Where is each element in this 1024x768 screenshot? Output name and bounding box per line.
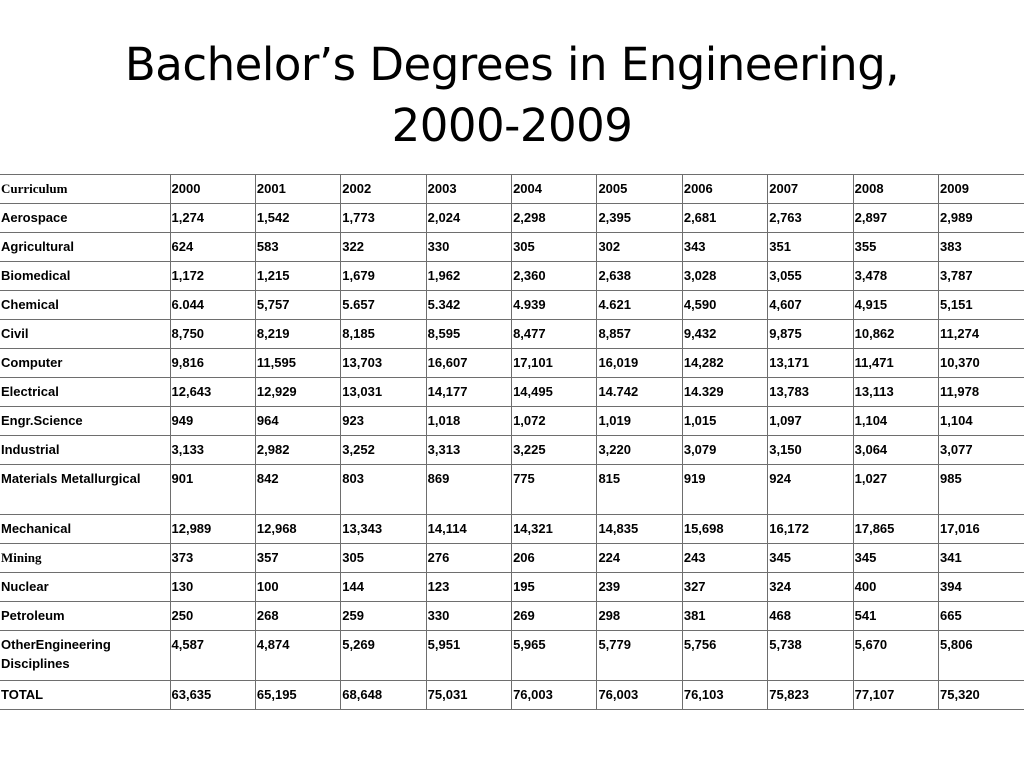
value-cell: 5,757: [255, 291, 340, 320]
row-label-cell: Petroleum: [0, 602, 170, 631]
row-label-cell: Chemical: [0, 291, 170, 320]
table-row: [0, 320, 1024, 349]
value-cell: 5,951: [426, 631, 511, 681]
value-cell: 4,915: [853, 291, 938, 320]
header-cell-year: 2006: [682, 175, 767, 204]
value-cell: 268: [255, 602, 340, 631]
value-cell: 6.044: [170, 291, 255, 320]
value-cell: 2,989: [939, 204, 1024, 233]
value-cell: 4,587: [170, 631, 255, 681]
value-cell: 4,590: [682, 291, 767, 320]
value-cell: 298: [597, 602, 682, 631]
value-cell: 1,962: [426, 262, 511, 291]
value-cell: 16,019: [597, 349, 682, 378]
value-cell: 1,015: [682, 407, 767, 436]
table-row: [0, 204, 1024, 233]
value-cell: 12,929: [255, 378, 340, 407]
value-cell: 1,027: [853, 465, 938, 515]
value-cell: 327: [682, 573, 767, 602]
value-cell: 924: [768, 465, 853, 515]
value-cell: 5,738: [768, 631, 853, 681]
value-cell: 4,607: [768, 291, 853, 320]
header-cell-curriculum: Curriculum: [0, 175, 170, 204]
table-row: [0, 378, 1024, 407]
value-cell: 2,638: [597, 262, 682, 291]
value-cell: 13,113: [853, 378, 938, 407]
value-cell: 224: [597, 544, 682, 573]
value-cell: 12,989: [170, 515, 255, 544]
table-row: [0, 349, 1024, 378]
value-cell: 144: [341, 573, 426, 602]
table-row: [0, 262, 1024, 291]
value-cell: 2,024: [426, 204, 511, 233]
degrees-table-body: [0, 175, 1024, 710]
value-cell: 345: [768, 544, 853, 573]
row-label-cell: Materials Metallurgical: [0, 465, 170, 515]
value-cell: 302: [597, 233, 682, 262]
value-cell: 324: [768, 573, 853, 602]
value-cell: 1,104: [853, 407, 938, 436]
value-cell: 869: [426, 465, 511, 515]
value-cell: 239: [597, 573, 682, 602]
value-cell: 3,064: [853, 436, 938, 465]
table-row: [0, 233, 1024, 262]
value-cell: 2,897: [853, 204, 938, 233]
value-cell: 1,215: [255, 262, 340, 291]
value-cell: 3,150: [768, 436, 853, 465]
slide-title: [0, 34, 1024, 156]
value-cell: 400: [853, 573, 938, 602]
row-label-cell: Nuclear: [0, 573, 170, 602]
value-cell: 100: [255, 573, 340, 602]
value-cell: 8,477: [512, 320, 597, 349]
table-header-row: [0, 175, 1024, 204]
value-cell: 1,542: [255, 204, 340, 233]
value-cell: 11,274: [939, 320, 1024, 349]
value-cell: 1,019: [597, 407, 682, 436]
row-label-cell: Biomedical: [0, 262, 170, 291]
value-cell: 383: [939, 233, 1024, 262]
row-label-cell: Aerospace: [0, 204, 170, 233]
value-cell: 123: [426, 573, 511, 602]
value-cell: 345: [853, 544, 938, 573]
value-cell: 16,607: [426, 349, 511, 378]
row-label-cell: Industrial: [0, 436, 170, 465]
row-label-cell: Mechanical: [0, 515, 170, 544]
header-cell-year: 2000: [170, 175, 255, 204]
header-cell-year: 2007: [768, 175, 853, 204]
header-cell-year: 2005: [597, 175, 682, 204]
value-cell: 8,857: [597, 320, 682, 349]
value-cell: 2,681: [682, 204, 767, 233]
value-cell: 5.657: [341, 291, 426, 320]
value-cell: 5,151: [939, 291, 1024, 320]
value-cell: 2,298: [512, 204, 597, 233]
value-cell: 949: [170, 407, 255, 436]
value-cell: 76,003: [597, 681, 682, 710]
value-cell: 985: [939, 465, 1024, 515]
value-cell: 195: [512, 573, 597, 602]
value-cell: 14,835: [597, 515, 682, 544]
table-row: [0, 407, 1024, 436]
value-cell: 16,172: [768, 515, 853, 544]
table-row: [0, 631, 1024, 681]
value-cell: 250: [170, 602, 255, 631]
value-cell: 8,750: [170, 320, 255, 349]
value-cell: 468: [768, 602, 853, 631]
value-cell: 624: [170, 233, 255, 262]
value-cell: 815: [597, 465, 682, 515]
value-cell: 9,432: [682, 320, 767, 349]
value-cell: 322: [341, 233, 426, 262]
value-cell: 3,220: [597, 436, 682, 465]
value-cell: 5,756: [682, 631, 767, 681]
value-cell: 3,133: [170, 436, 255, 465]
value-cell: 15,698: [682, 515, 767, 544]
value-cell: 1,097: [768, 407, 853, 436]
value-cell: 373: [170, 544, 255, 573]
row-label-cell: Computer: [0, 349, 170, 378]
value-cell: 11,978: [939, 378, 1024, 407]
value-cell: 8,185: [341, 320, 426, 349]
value-cell: 919: [682, 465, 767, 515]
value-cell: 75,823: [768, 681, 853, 710]
value-cell: 5,269: [341, 631, 426, 681]
value-cell: 305: [512, 233, 597, 262]
table-row: [0, 573, 1024, 602]
row-label-cell: TOTAL: [0, 681, 170, 710]
value-cell: 259: [341, 602, 426, 631]
row-label-cell: Agricultural: [0, 233, 170, 262]
value-cell: 1,018: [426, 407, 511, 436]
value-cell: 14.329: [682, 378, 767, 407]
value-cell: 17,865: [853, 515, 938, 544]
value-cell: 357: [255, 544, 340, 573]
value-cell: 330: [426, 233, 511, 262]
value-cell: 75,320: [939, 681, 1024, 710]
table-row: [0, 291, 1024, 320]
value-cell: 12,643: [170, 378, 255, 407]
value-cell: 3,028: [682, 262, 767, 291]
value-cell: 1,172: [170, 262, 255, 291]
header-cell-year: 2004: [512, 175, 597, 204]
slide-title-line-1: Bachelor’s Degrees in Engineering,: [124, 38, 900, 91]
table-row: [0, 436, 1024, 465]
value-cell: 3,478: [853, 262, 938, 291]
value-cell: 341: [939, 544, 1024, 573]
value-cell: 3,077: [939, 436, 1024, 465]
value-cell: 9,875: [768, 320, 853, 349]
value-cell: 3,055: [768, 262, 853, 291]
value-cell: 13,171: [768, 349, 853, 378]
header-cell-year: 2002: [341, 175, 426, 204]
value-cell: 14,177: [426, 378, 511, 407]
value-cell: 11,595: [255, 349, 340, 378]
row-label-cell: Mining: [0, 544, 170, 573]
value-cell: 2,395: [597, 204, 682, 233]
value-cell: 1,104: [939, 407, 1024, 436]
value-cell: 206: [512, 544, 597, 573]
table-row: [0, 544, 1024, 573]
value-cell: 13,031: [341, 378, 426, 407]
value-cell: 803: [341, 465, 426, 515]
value-cell: 1,274: [170, 204, 255, 233]
value-cell: 17,101: [512, 349, 597, 378]
value-cell: 75,031: [426, 681, 511, 710]
value-cell: 5,670: [853, 631, 938, 681]
value-cell: 923: [341, 407, 426, 436]
table-row: [0, 602, 1024, 631]
value-cell: 13,783: [768, 378, 853, 407]
value-cell: 76,103: [682, 681, 767, 710]
row-label-cell: Civil: [0, 320, 170, 349]
value-cell: 5.342: [426, 291, 511, 320]
value-cell: 351: [768, 233, 853, 262]
value-cell: 3,313: [426, 436, 511, 465]
value-cell: 901: [170, 465, 255, 515]
slide-title-line-2: 2000-2009: [391, 99, 633, 152]
table-row: [0, 681, 1024, 710]
header-cell-year: 2003: [426, 175, 511, 204]
header-cell-year: 2009: [939, 175, 1024, 204]
value-cell: 243: [682, 544, 767, 573]
value-cell: 3,787: [939, 262, 1024, 291]
value-cell: 13,703: [341, 349, 426, 378]
value-cell: 4.939: [512, 291, 597, 320]
degrees-table: [0, 174, 1024, 710]
value-cell: 3,225: [512, 436, 597, 465]
value-cell: 964: [255, 407, 340, 436]
table-row: [0, 515, 1024, 544]
value-cell: 77,107: [853, 681, 938, 710]
value-cell: 14,282: [682, 349, 767, 378]
value-cell: 665: [939, 602, 1024, 631]
value-cell: 76,003: [512, 681, 597, 710]
value-cell: 775: [512, 465, 597, 515]
value-cell: 1,072: [512, 407, 597, 436]
header-cell-year: 2001: [255, 175, 340, 204]
value-cell: 12,968: [255, 515, 340, 544]
value-cell: 9,816: [170, 349, 255, 378]
value-cell: 4,874: [255, 631, 340, 681]
value-cell: 63,635: [170, 681, 255, 710]
value-cell: 14.742: [597, 378, 682, 407]
value-cell: 11,471: [853, 349, 938, 378]
row-label-cell: OtherEngineering Disciplines: [0, 631, 170, 681]
value-cell: 17,016: [939, 515, 1024, 544]
value-cell: 269: [512, 602, 597, 631]
value-cell: 583: [255, 233, 340, 262]
value-cell: 381: [682, 602, 767, 631]
value-cell: 10,862: [853, 320, 938, 349]
value-cell: 5,965: [512, 631, 597, 681]
value-cell: 330: [426, 602, 511, 631]
value-cell: 5,779: [597, 631, 682, 681]
value-cell: 65,195: [255, 681, 340, 710]
value-cell: 13,343: [341, 515, 426, 544]
value-cell: 14,495: [512, 378, 597, 407]
value-cell: 10,370: [939, 349, 1024, 378]
value-cell: 8,219: [255, 320, 340, 349]
value-cell: 343: [682, 233, 767, 262]
value-cell: 4.621: [597, 291, 682, 320]
value-cell: 14,114: [426, 515, 511, 544]
value-cell: 1,679: [341, 262, 426, 291]
table-row: [0, 465, 1024, 515]
row-label-cell: Engr.Science: [0, 407, 170, 436]
value-cell: 130: [170, 573, 255, 602]
value-cell: 68,648: [341, 681, 426, 710]
value-cell: 2,763: [768, 204, 853, 233]
value-cell: 8,595: [426, 320, 511, 349]
value-cell: 394: [939, 573, 1024, 602]
value-cell: 541: [853, 602, 938, 631]
value-cell: 3,252: [341, 436, 426, 465]
value-cell: 305: [341, 544, 426, 573]
value-cell: 3,079: [682, 436, 767, 465]
value-cell: 1,773: [341, 204, 426, 233]
value-cell: 5,806: [939, 631, 1024, 681]
value-cell: 2,982: [255, 436, 340, 465]
header-cell-year: 2008: [853, 175, 938, 204]
row-label-cell: Electrical: [0, 378, 170, 407]
value-cell: 355: [853, 233, 938, 262]
value-cell: 2,360: [512, 262, 597, 291]
value-cell: 14,321: [512, 515, 597, 544]
value-cell: 276: [426, 544, 511, 573]
value-cell: 842: [255, 465, 340, 515]
